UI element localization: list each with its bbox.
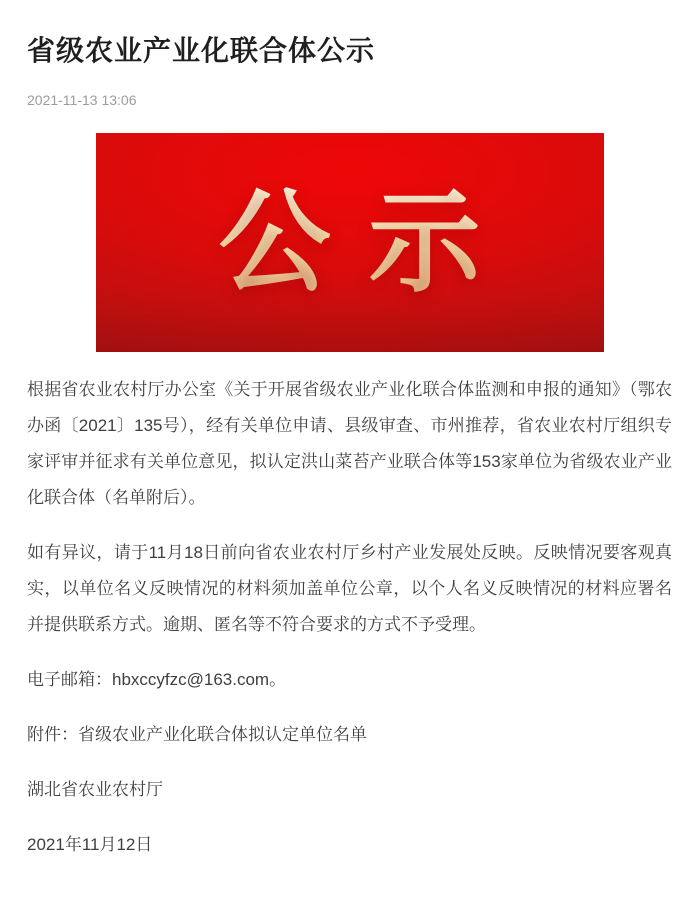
banner-gongshi-text: 公示 bbox=[218, 179, 519, 305]
paragraph-attachment: 附件：省级农业产业化联合体拟认定单位名单 bbox=[27, 725, 367, 744]
paragraph-issuer: 湖北省农业农村厅 bbox=[27, 780, 163, 799]
publish-time: 2021-11-13 13:06 bbox=[27, 92, 137, 108]
paragraph-email: 电子邮箱：hbxccyfzc@163.com。 bbox=[27, 670, 287, 689]
paragraph-issue-date: 2021年11月12日 bbox=[27, 835, 153, 854]
announcement-banner-image bbox=[96, 133, 604, 352]
paragraph-objection: 如有异议，请于11月18日前向省农业农村厅乡村产业发展处反映。反映情况要客观真实，以单位名义反映情况的材料须加盖单位公章，以个人名义反映情况的材料应署名并提供联系方式。逾期、匿名等不符合要求的方式不予受理。 bbox=[27, 543, 672, 634]
paragraph-basis: 根据省农业农村厅办公室《关于开展省级农业产业化联合体监测和申报的通知》（鄂农办函〔2021〕135号），经有关单位申请、县级审查、市州推荐，省农业农村厅组织专家评审并征求有关单位意见，拟认定洪山菜苔产业联合体等153家单位为省级农业产业化联合体（名单附后）。 bbox=[27, 380, 672, 507]
article-title: 省级农业产业化联合体公示 bbox=[27, 35, 376, 66]
